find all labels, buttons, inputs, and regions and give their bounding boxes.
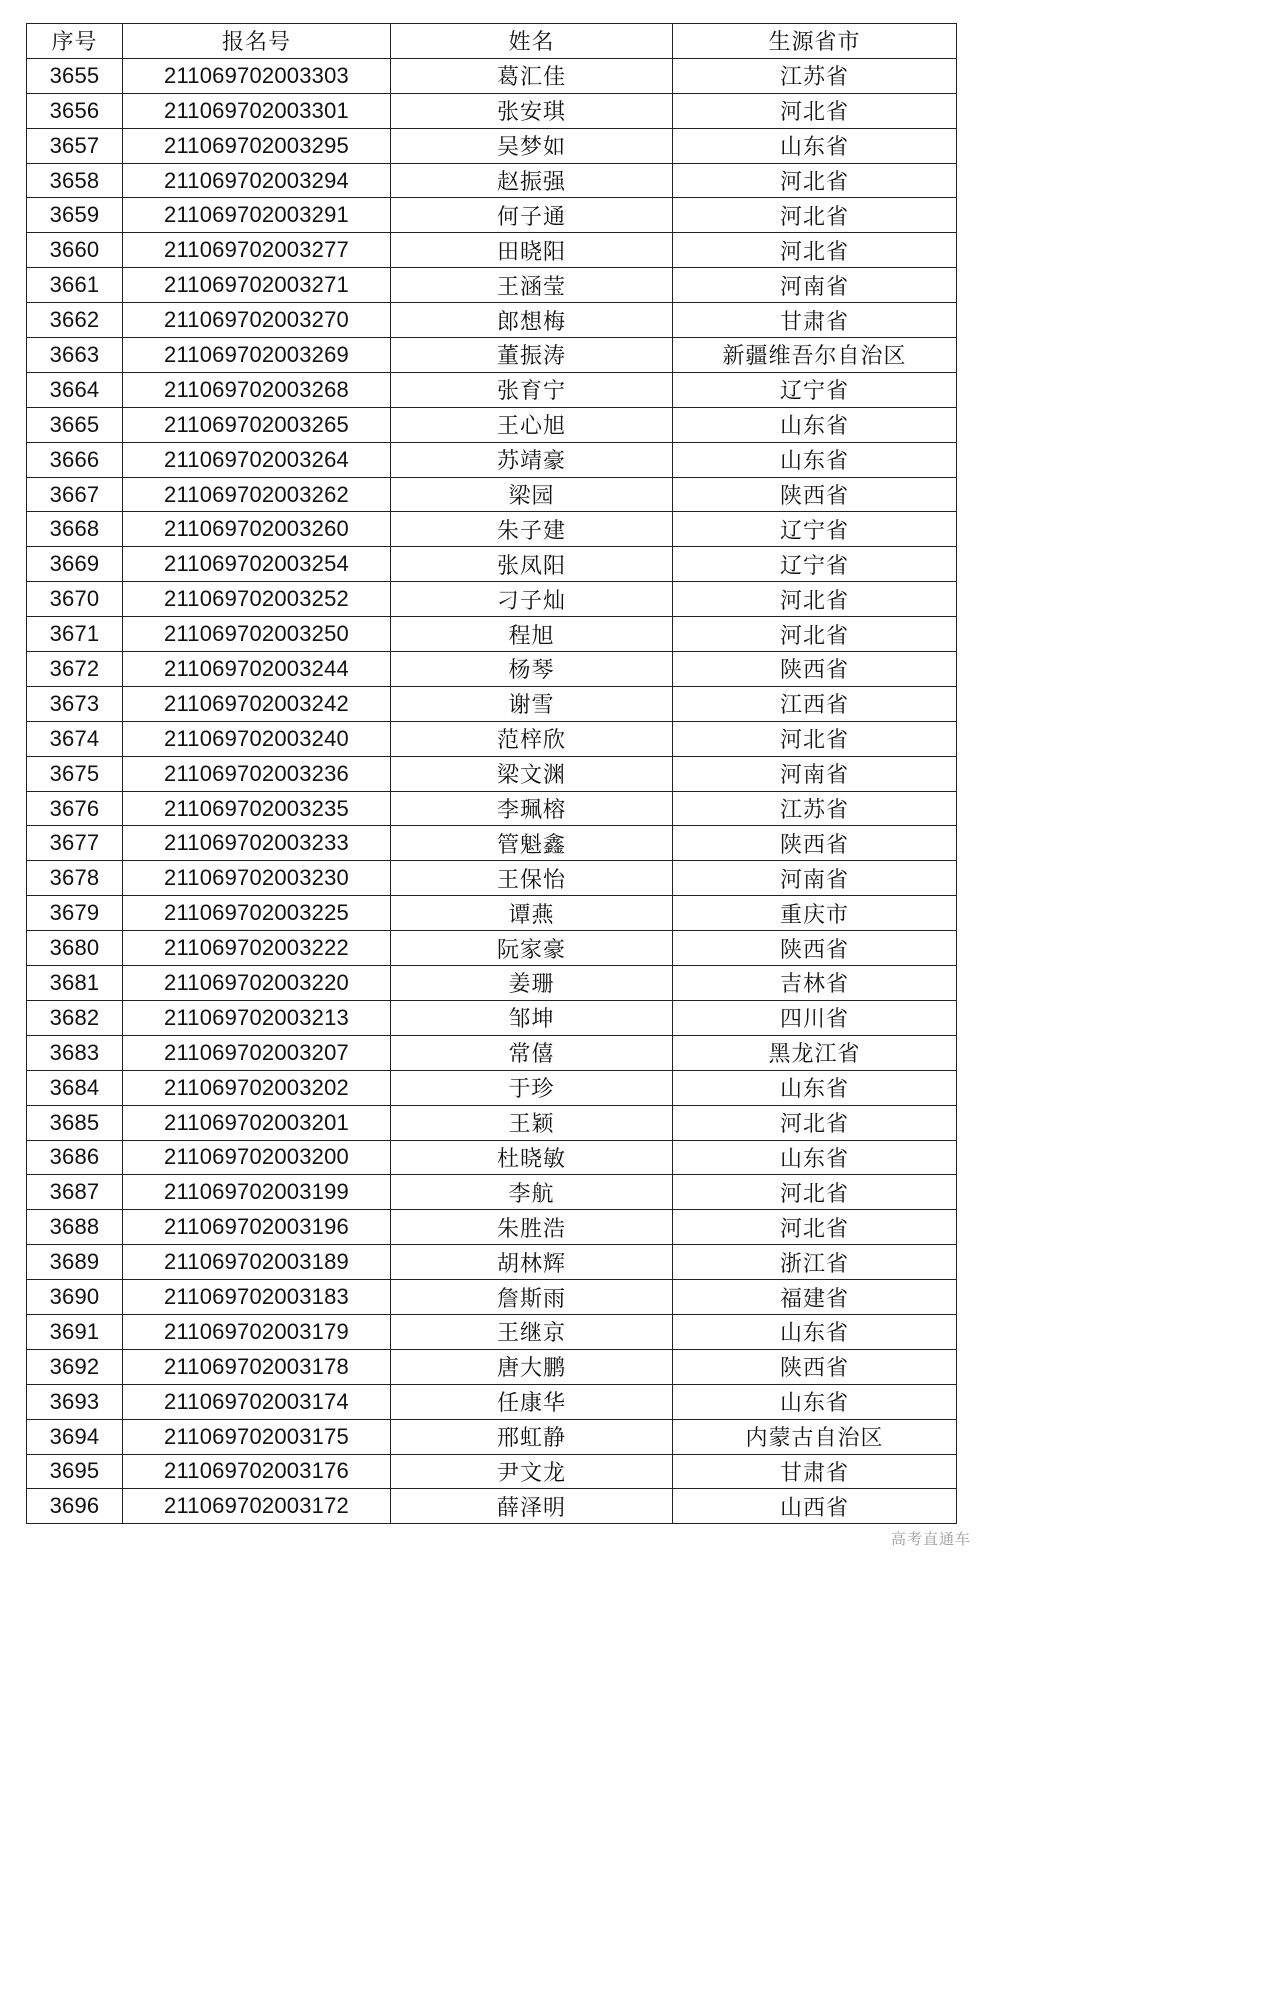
name-cell: 李珮榕 (391, 791, 673, 826)
origin-province-cell: 甘肃省 (673, 1454, 957, 1489)
name-cell: 管魁鑫 (391, 826, 673, 861)
serial-number-cell: 3694 (27, 1419, 123, 1454)
table-row (27, 198, 957, 233)
serial-number-cell: 3657 (27, 128, 123, 163)
serial-number-cell: 3667 (27, 477, 123, 512)
table-row (27, 1070, 957, 1105)
origin-province-cell: 四川省 (673, 1000, 957, 1035)
serial-number-cell: 3678 (27, 861, 123, 896)
watermark-text: 高考直通车 (890, 1530, 971, 1548)
name-cell: 李航 (391, 1175, 673, 1210)
origin-province-cell: 江西省 (673, 686, 957, 721)
table-row (27, 128, 957, 163)
registration-number-cell: 211069702003220 (123, 966, 391, 1001)
table-row (27, 966, 957, 1001)
serial-number-cell: 3691 (27, 1314, 123, 1349)
header-name: 姓名 (391, 24, 673, 59)
origin-province-cell: 河北省 (673, 93, 957, 128)
name-cell: 王颖 (391, 1105, 673, 1140)
registration-number-cell: 211069702003178 (123, 1349, 391, 1384)
registration-number-cell: 211069702003233 (123, 826, 391, 861)
registration-number-cell: 211069702003252 (123, 582, 391, 617)
registration-number-cell: 211069702003213 (123, 1000, 391, 1035)
admission-list-sheet (26, 23, 956, 1524)
table-row (27, 1280, 957, 1315)
header-registration-number: 报名号 (123, 24, 391, 59)
name-cell: 田晓阳 (391, 233, 673, 268)
registration-number-cell: 211069702003262 (123, 477, 391, 512)
table-row (27, 791, 957, 826)
serial-number-cell: 3674 (27, 721, 123, 756)
name-cell: 姜珊 (391, 966, 673, 1001)
table-row (27, 1245, 957, 1280)
name-cell: 何子通 (391, 198, 673, 233)
table-row (27, 1140, 957, 1175)
origin-province-cell: 陕西省 (673, 826, 957, 861)
registration-number-cell: 211069702003268 (123, 372, 391, 407)
table-row (27, 1105, 957, 1140)
serial-number-cell: 3683 (27, 1035, 123, 1070)
origin-province-cell: 江苏省 (673, 791, 957, 826)
table-row (27, 1000, 957, 1035)
registration-number-cell: 211069702003176 (123, 1454, 391, 1489)
serial-number-cell: 3692 (27, 1349, 123, 1384)
name-cell: 常僖 (391, 1035, 673, 1070)
table-row (27, 756, 957, 791)
origin-province-cell: 河北省 (673, 1175, 957, 1210)
origin-province-cell: 重庆市 (673, 896, 957, 931)
serial-number-cell: 3689 (27, 1245, 123, 1280)
serial-number-cell: 3672 (27, 652, 123, 687)
serial-number-cell: 3673 (27, 686, 123, 721)
table-row (27, 1314, 957, 1349)
origin-province-cell: 山东省 (673, 1140, 957, 1175)
name-cell: 梁文渊 (391, 756, 673, 791)
name-cell: 王涵莹 (391, 268, 673, 303)
origin-province-cell: 河北省 (673, 1105, 957, 1140)
serial-number-cell: 3677 (27, 826, 123, 861)
name-cell: 苏靖豪 (391, 442, 673, 477)
serial-number-cell: 3686 (27, 1140, 123, 1175)
name-cell: 谭燕 (391, 896, 673, 931)
name-cell: 董振涛 (391, 338, 673, 373)
registration-number-cell: 211069702003201 (123, 1105, 391, 1140)
table-row (27, 547, 957, 582)
registration-number-cell: 211069702003240 (123, 721, 391, 756)
table-row (27, 896, 957, 931)
name-cell: 于珍 (391, 1070, 673, 1105)
name-cell: 朱子建 (391, 512, 673, 547)
name-cell: 唐大鹏 (391, 1349, 673, 1384)
serial-number-cell: 3668 (27, 512, 123, 547)
registration-number-cell: 211069702003271 (123, 268, 391, 303)
serial-number-cell: 3687 (27, 1175, 123, 1210)
registration-number-cell: 211069702003174 (123, 1384, 391, 1419)
table-row (27, 512, 957, 547)
name-cell: 尹文龙 (391, 1454, 673, 1489)
admission-table (26, 23, 957, 1524)
table-row (27, 652, 957, 687)
serial-number-cell: 3671 (27, 617, 123, 652)
serial-number-cell: 3679 (27, 896, 123, 931)
origin-province-cell: 河南省 (673, 268, 957, 303)
origin-province-cell: 山东省 (673, 1384, 957, 1419)
name-cell: 郎想梅 (391, 303, 673, 338)
registration-number-cell: 211069702003242 (123, 686, 391, 721)
registration-number-cell: 211069702003199 (123, 1175, 391, 1210)
name-cell: 朱胜浩 (391, 1210, 673, 1245)
origin-province-cell: 河南省 (673, 756, 957, 791)
table-row (27, 163, 957, 198)
serial-number-cell: 3682 (27, 1000, 123, 1035)
name-cell: 张安琪 (391, 93, 673, 128)
origin-province-cell: 吉林省 (673, 966, 957, 1001)
registration-number-cell: 211069702003202 (123, 1070, 391, 1105)
registration-number-cell: 211069702003294 (123, 163, 391, 198)
table-row (27, 58, 957, 93)
registration-number-cell: 211069702003277 (123, 233, 391, 268)
registration-number-cell: 211069702003269 (123, 338, 391, 373)
origin-province-cell: 陕西省 (673, 652, 957, 687)
origin-province-cell: 河北省 (673, 582, 957, 617)
table-row (27, 931, 957, 966)
origin-province-cell: 河北省 (673, 617, 957, 652)
table-row (27, 1489, 957, 1524)
table-row (27, 407, 957, 442)
table-row (27, 1210, 957, 1245)
table-row (27, 442, 957, 477)
registration-number-cell: 211069702003244 (123, 652, 391, 687)
registration-number-cell: 211069702003303 (123, 58, 391, 93)
origin-province-cell: 黑龙江省 (673, 1035, 957, 1070)
name-cell: 刁子灿 (391, 582, 673, 617)
name-cell: 邢虹静 (391, 1419, 673, 1454)
serial-number-cell: 3665 (27, 407, 123, 442)
table-row (27, 1175, 957, 1210)
registration-number-cell: 211069702003264 (123, 442, 391, 477)
registration-number-cell: 211069702003179 (123, 1314, 391, 1349)
table-row (27, 233, 957, 268)
name-cell: 薛泽明 (391, 1489, 673, 1524)
origin-province-cell: 河北省 (673, 198, 957, 233)
table-header-row (27, 24, 957, 59)
table-row (27, 582, 957, 617)
serial-number-cell: 3656 (27, 93, 123, 128)
serial-number-cell: 3695 (27, 1454, 123, 1489)
origin-province-cell: 山东省 (673, 1070, 957, 1105)
table-row (27, 93, 957, 128)
origin-province-cell: 甘肃省 (673, 303, 957, 338)
registration-number-cell: 211069702003225 (123, 896, 391, 931)
serial-number-cell: 3664 (27, 372, 123, 407)
name-cell: 葛汇佳 (391, 58, 673, 93)
table-row (27, 617, 957, 652)
registration-number-cell: 211069702003260 (123, 512, 391, 547)
table-row (27, 826, 957, 861)
origin-province-cell: 内蒙古自治区 (673, 1419, 957, 1454)
name-cell: 张凤阳 (391, 547, 673, 582)
serial-number-cell: 3660 (27, 233, 123, 268)
origin-province-cell: 陕西省 (673, 931, 957, 966)
registration-number-cell: 211069702003200 (123, 1140, 391, 1175)
registration-number-cell: 211069702003291 (123, 198, 391, 233)
registration-number-cell: 211069702003265 (123, 407, 391, 442)
registration-number-cell: 211069702003175 (123, 1419, 391, 1454)
serial-number-cell: 3663 (27, 338, 123, 373)
registration-number-cell: 211069702003295 (123, 128, 391, 163)
registration-number-cell: 211069702003207 (123, 1035, 391, 1070)
table-row (27, 1035, 957, 1070)
origin-province-cell: 山东省 (673, 442, 957, 477)
name-cell: 杨琴 (391, 652, 673, 687)
registration-number-cell: 211069702003270 (123, 303, 391, 338)
serial-number-cell: 3666 (27, 442, 123, 477)
registration-number-cell: 211069702003196 (123, 1210, 391, 1245)
registration-number-cell: 211069702003172 (123, 1489, 391, 1524)
table-row (27, 303, 957, 338)
serial-number-cell: 3688 (27, 1210, 123, 1245)
origin-province-cell: 新疆维吾尔自治区 (673, 338, 957, 373)
registration-number-cell: 211069702003254 (123, 547, 391, 582)
table-row (27, 1454, 957, 1489)
serial-number-cell: 3675 (27, 756, 123, 791)
origin-province-cell: 江苏省 (673, 58, 957, 93)
name-cell: 王继京 (391, 1314, 673, 1349)
name-cell: 范梓欣 (391, 721, 673, 756)
serial-number-cell: 3669 (27, 547, 123, 582)
registration-number-cell: 211069702003222 (123, 931, 391, 966)
table-row (27, 1349, 957, 1384)
registration-number-cell: 211069702003230 (123, 861, 391, 896)
header-serial-number: 序号 (27, 24, 123, 59)
serial-number-cell: 3681 (27, 966, 123, 1001)
serial-number-cell: 3685 (27, 1105, 123, 1140)
name-cell: 梁园 (391, 477, 673, 512)
origin-province-cell: 福建省 (673, 1280, 957, 1315)
origin-province-cell: 山东省 (673, 128, 957, 163)
registration-number-cell: 211069702003189 (123, 1245, 391, 1280)
name-cell: 吴梦如 (391, 128, 673, 163)
table-row (27, 268, 957, 303)
serial-number-cell: 3676 (27, 791, 123, 826)
serial-number-cell: 3690 (27, 1280, 123, 1315)
name-cell: 王保怡 (391, 861, 673, 896)
serial-number-cell: 3693 (27, 1384, 123, 1419)
name-cell: 杜晓敏 (391, 1140, 673, 1175)
origin-province-cell: 河北省 (673, 163, 957, 198)
origin-province-cell: 辽宁省 (673, 547, 957, 582)
origin-province-cell: 河北省 (673, 233, 957, 268)
registration-number-cell: 211069702003236 (123, 756, 391, 791)
origin-province-cell: 河北省 (673, 721, 957, 756)
serial-number-cell: 3680 (27, 931, 123, 966)
table-row (27, 1419, 957, 1454)
name-cell: 詹斯雨 (391, 1280, 673, 1315)
name-cell: 胡林辉 (391, 1245, 673, 1280)
registration-number-cell: 211069702003183 (123, 1280, 391, 1315)
name-cell: 阮家豪 (391, 931, 673, 966)
serial-number-cell: 3662 (27, 303, 123, 338)
registration-number-cell: 211069702003235 (123, 791, 391, 826)
name-cell: 邹坤 (391, 1000, 673, 1035)
serial-number-cell: 3670 (27, 582, 123, 617)
registration-number-cell: 211069702003250 (123, 617, 391, 652)
serial-number-cell: 3655 (27, 58, 123, 93)
table-body (27, 58, 957, 1523)
table-row (27, 721, 957, 756)
name-cell: 任康华 (391, 1384, 673, 1419)
registration-number-cell: 211069702003301 (123, 93, 391, 128)
table-row (27, 686, 957, 721)
serial-number-cell: 3658 (27, 163, 123, 198)
name-cell: 张育宁 (391, 372, 673, 407)
name-cell: 王心旭 (391, 407, 673, 442)
origin-province-cell: 河北省 (673, 1210, 957, 1245)
table-row (27, 1384, 957, 1419)
origin-province-cell: 辽宁省 (673, 512, 957, 547)
serial-number-cell: 3659 (27, 198, 123, 233)
name-cell: 谢雪 (391, 686, 673, 721)
origin-province-cell: 山东省 (673, 1314, 957, 1349)
origin-province-cell: 山西省 (673, 1489, 957, 1524)
name-cell: 程旭 (391, 617, 673, 652)
serial-number-cell: 3696 (27, 1489, 123, 1524)
origin-province-cell: 河南省 (673, 861, 957, 896)
header-origin-province: 生源省市 (673, 24, 957, 59)
serial-number-cell: 3661 (27, 268, 123, 303)
name-cell: 赵振强 (391, 163, 673, 198)
table-row (27, 861, 957, 896)
serial-number-cell: 3684 (27, 1070, 123, 1105)
origin-province-cell: 陕西省 (673, 1349, 957, 1384)
table-row (27, 372, 957, 407)
table-row (27, 477, 957, 512)
origin-province-cell: 辽宁省 (673, 372, 957, 407)
origin-province-cell: 陕西省 (673, 477, 957, 512)
origin-province-cell: 浙江省 (673, 1245, 957, 1280)
table-row (27, 338, 957, 373)
origin-province-cell: 山东省 (673, 407, 957, 442)
